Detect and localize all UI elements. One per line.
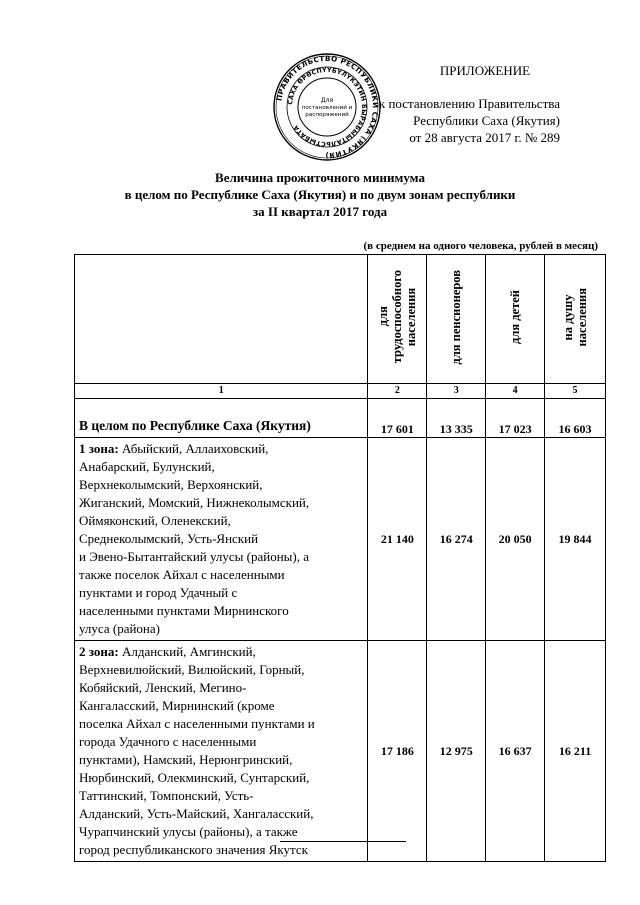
- appendix-line-1: к постановлению Правительства: [378, 96, 560, 111]
- zone2-working-age: 17 186: [368, 641, 427, 862]
- total-region-name: В целом по Республике Саха (Якутия): [75, 399, 368, 438]
- total-per-capita: 16 603: [545, 399, 606, 438]
- seal-center-line2: постановлений и: [301, 105, 353, 111]
- seal-center-line3: распоряжений: [305, 112, 349, 118]
- header-pensioners: для пенсионеров: [427, 255, 486, 384]
- table-row-zone1: [75, 438, 606, 641]
- zone1-per-capita: 19 844: [545, 438, 606, 641]
- header-per-capita: на душу населения: [545, 255, 606, 384]
- zone2-region-list: 2 зона: Алданский, Амгинский, Верхневилюйский, Вилюйский, Горный, Кобяйский, Ленский, Мегино- Кангаласский, Мирнинский (кроме поселка Айхал с населенными пунктами и города Удачного с населенными пунктами), Намский, Нерюнгринский, Нюрбинский, Олекминский, Сунтарский, Таттинский, Томпонский, Усть- Алданский, Усть-Майский, Хангаласский, Чурапчинский улусы (районы), а также город республиканского значения Якутск: [75, 641, 368, 862]
- total-working-age: 17 601: [368, 399, 427, 438]
- title-line-3: за II квартал 2017 года: [252, 204, 388, 219]
- zone1-pensioners: 16 274: [427, 438, 486, 641]
- col-number-4: 4: [486, 384, 545, 399]
- header-children: для детей: [486, 255, 545, 384]
- zone2-children: 16 637: [486, 641, 545, 862]
- total-pensioners: 13 335: [427, 399, 486, 438]
- document-title: [100, 169, 540, 220]
- seal-inner-text: САХА ӨРӨСПҮҮБҮЛҮКЭТИН БЫРАБЫЫТАЛЬСТЫБАТА: [287, 66, 368, 148]
- units-note: (в среднем на одного человека, рублей в месяц): [363, 240, 598, 252]
- appendix-heading: ПРИЛОЖЕНИЕ: [439, 63, 531, 78]
- title-line-1: Величина прожиточного минимума: [215, 170, 425, 185]
- column-number-row: [75, 384, 606, 399]
- total-children: 17 023: [486, 399, 545, 438]
- table-row-zone2: [75, 641, 606, 862]
- appendix-line-2: Республики Саха (Якутия): [413, 113, 560, 128]
- col-number-3: 3: [427, 384, 486, 399]
- zone2-pensioners: 12 975: [427, 641, 486, 862]
- title-line-2: в целом по Республике Саха (Якутия) и по двум зонам республики: [124, 187, 516, 202]
- zone2-label: 2 зона:: [79, 644, 119, 659]
- header-working-age: для трудоспособного населения: [368, 255, 427, 384]
- table-header-row: [75, 255, 606, 384]
- table-row-total: [75, 399, 606, 438]
- zone1-region-list: 1 зона: Абыйский, Аллаиховский, Анабарский, Булунский, Верхнеколымский, Верхоянский, Жиганский, Момский, Нижнеколымский, Оймяконский, Оленекский, Среднеколымский, Усть-Янский и Эвено-Бытантайский улусы (районы), а также поселок Айхал с населенными пунктами и город Удачный с населенными пунктами Мирнинского улуса (района): [75, 438, 368, 641]
- appendix-block: [300, 62, 560, 146]
- zone1-working-age: 21 140: [368, 438, 427, 641]
- appendix-line-3: от 28 августа 2017 г. № 289: [409, 130, 560, 145]
- header-region: [75, 255, 368, 384]
- col-number-5: 5: [545, 384, 606, 399]
- subsistence-minimum-table: [74, 254, 606, 862]
- zone2-per-capita: 16 211: [545, 641, 606, 862]
- col-number-2: 2: [368, 384, 427, 399]
- footer-divider: [280, 841, 406, 842]
- seal-outer-text: ПРАВИТЕЛЬСТВО РЕСПУБЛИКИ САХА (ЯКУТИЯ): [274, 53, 381, 161]
- zone1-label: 1 зона:: [79, 441, 119, 456]
- zone1-children: 20 050: [486, 438, 545, 641]
- col-number-1: 1: [75, 384, 368, 399]
- seal-center-line1: Для: [320, 97, 334, 104]
